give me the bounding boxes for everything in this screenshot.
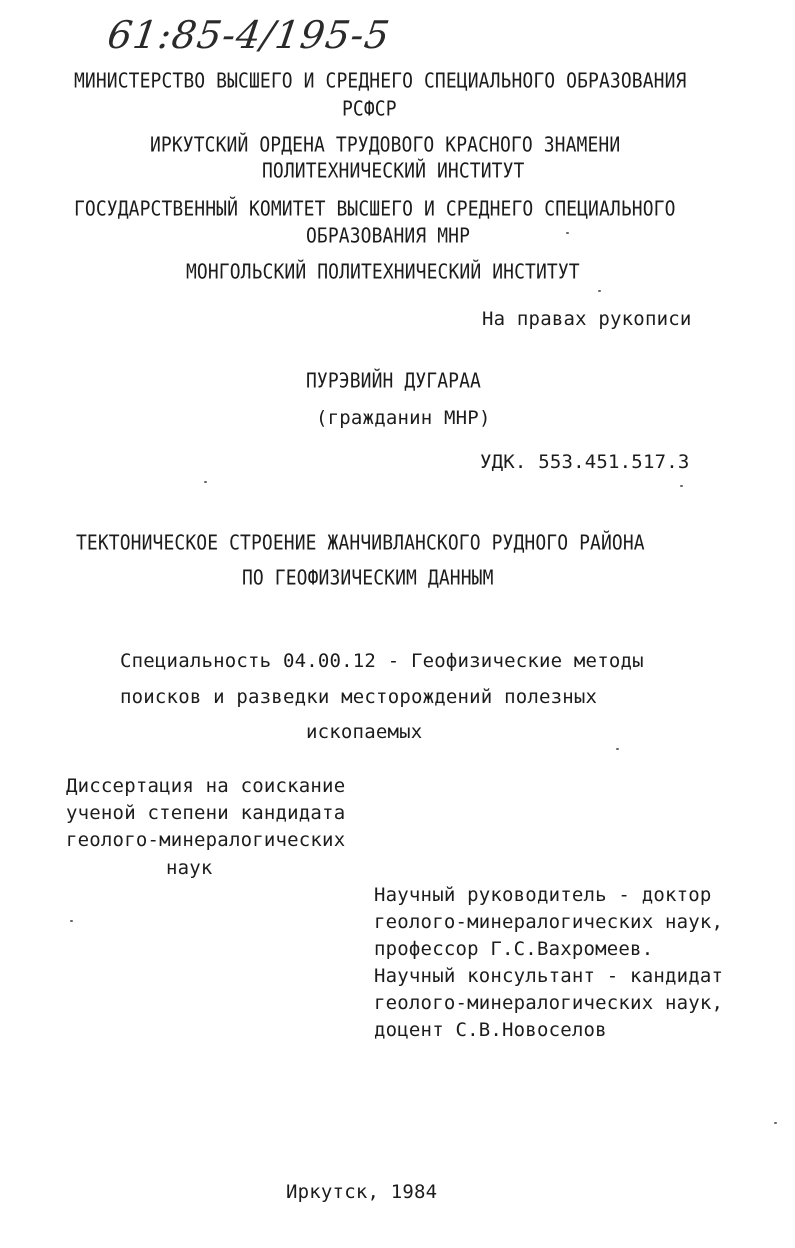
consultant-line1: Научный консультант - кандидат [374,965,724,987]
degree-line4: наук [166,857,213,879]
author-citizenship: (гражданин МНР) [316,407,491,429]
header-institute-line1: ИРКУТСКИЙ ОРДЕНА ТРУДОВОГО КРАСНОГО ЗНАМЕНИ [150,133,621,158]
archive-code-handwritten: 61:85-4/195-5 [104,13,393,57]
header-ministry-line2: РСФСР [342,97,397,122]
scan-speck [598,290,601,292]
consultant-line3: доцент С.В.Новоселов [374,1019,607,1041]
place-and-year: Иркутск, 1984 [286,1181,438,1203]
specialty-line2: поисков и разведки месторождений полезных [120,686,598,708]
scan-speck [616,748,619,750]
author-name: ПУРЭВИЙН ДУГАРАА [306,369,481,394]
dissertation-title-line1: ТЕКТОНИЧЕСКОЕ СТРОЕНИЕ ЖАНЧИВЛАНСКОГО РУДНОГО РАЙОНА [76,531,645,556]
scan-speck [680,485,683,487]
degree-line2: ученой степени кандидата [66,802,346,824]
manuscript-note: На правах рукописи [482,308,692,330]
scan-speck [566,232,569,234]
specialty-line1: Специальность 04.00.12 - Геофизические методы [120,650,644,672]
degree-line3: геолого-минералогических [66,829,346,851]
scan-speck [204,481,207,483]
supervisor-line2: геолого-минералогических наук, [374,911,724,933]
header-committee-line2: ОБРАЗОВАНИЯ МНР [306,224,471,249]
supervisor-line1: Научный руководитель - доктор [374,884,712,906]
consultant-line2: геолого-минералогических наук, [374,992,724,1014]
supervisor-line3: профессор Г.С.Вахромеев. [374,938,654,960]
header-mongol-institute: МОНГОЛЬСКИЙ ПОЛИТЕХНИЧЕСКИЙ ИНСТИТУТ [186,260,580,285]
degree-line1: Диссертация на соискание [66,775,346,797]
dissertation-title-line2: ПО ГЕОФИЗИЧЕСКИМ ДАННЫМ [242,566,494,591]
scan-speck [70,920,73,922]
udc-code: УДК. 553.451.517.3 [480,451,690,473]
header-committee-line1: ГОСУДАРСТВЕННЫЙ КОМИТЕТ ВЫСШЕГО И СРЕДНЕГО СПЕЦИАЛЬНОГО [74,197,676,222]
header-institute-line2: ПОЛИТЕХНИЧЕСКИЙ ИНСТИТУТ [262,159,525,184]
header-ministry-line1: МИНИСТЕРСТВО ВЫСШЕГО И СРЕДНЕГО СПЕЦИАЛЬНОГО ОБРАЗОВАНИЯ [74,69,687,94]
scan-speck [774,1122,777,1124]
specialty-line3: ископаемых [306,721,423,743]
